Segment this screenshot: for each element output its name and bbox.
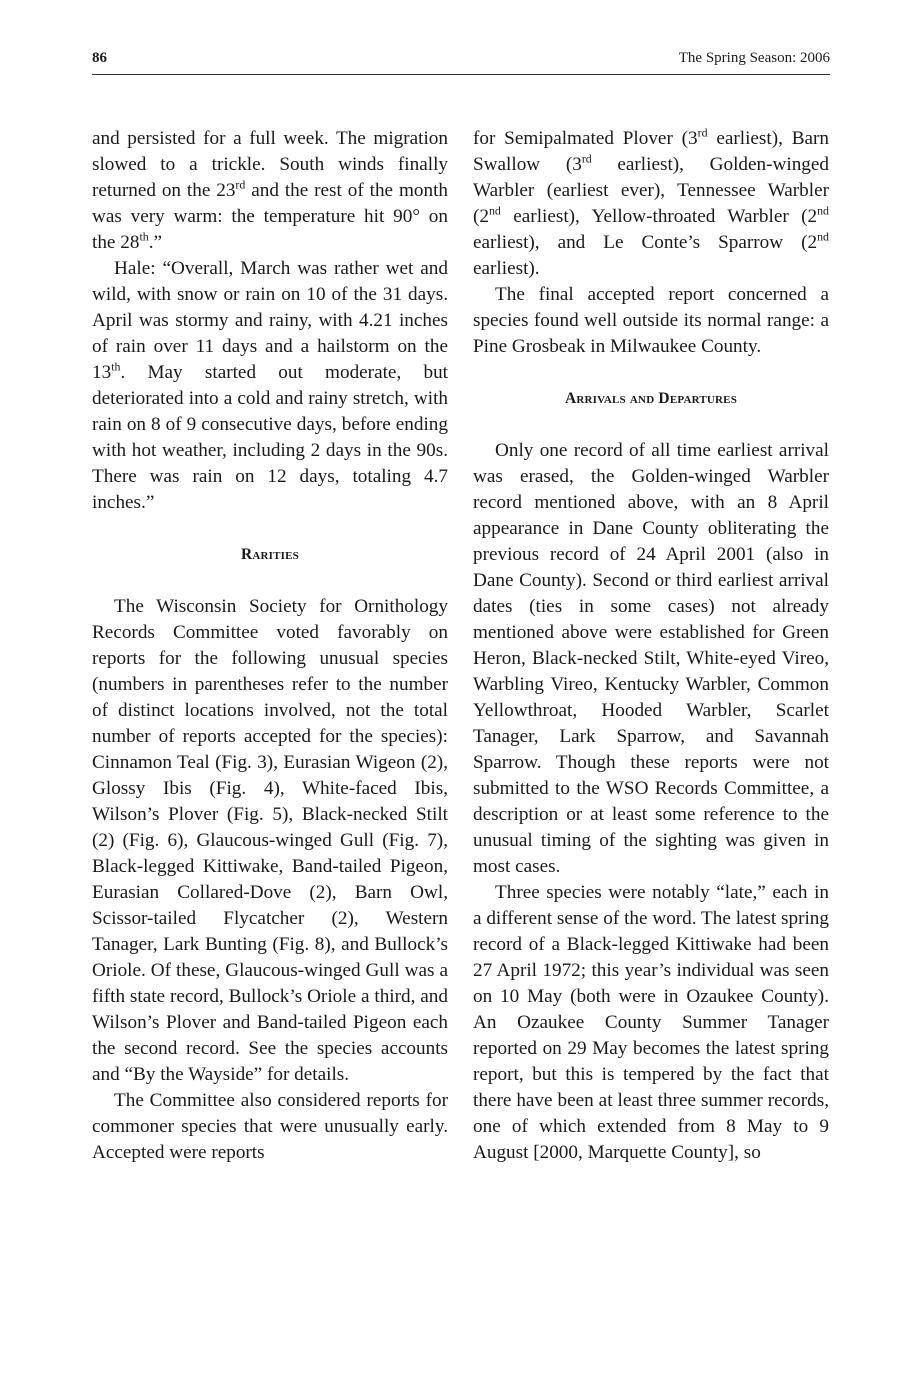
section-spacer <box>92 516 448 542</box>
page-number: 86 <box>92 50 107 66</box>
paragraph-late-species: Three species were notably “late,” each in a different sense of the word. The latest spring record of a Black-legged Kittiwake had been 27 April 1972; this year’s individual was seen on 10 May (both were in Ozaukee County). An Ozaukee County Summer Tanager reported on 29 May becomes the latest spring report, but this is tempered by the fact that there have been at least three summer records, one of which extended from 8 May to 9 August [2000, Marquette County], so <box>473 882 829 1163</box>
paragraph-pine-grosbeak: The final accepted report concerned a species found well outside its normal range: a Pine Grosbeak in Milwaukee County. <box>473 284 829 357</box>
left-column <box>92 126 448 1166</box>
heading-rarities: Rarities <box>240 546 300 563</box>
right-column <box>473 126 829 1166</box>
section-spacer <box>92 568 448 594</box>
running-title: The Spring Season: 2006 <box>678 50 830 66</box>
page-header <box>92 48 830 75</box>
paragraph-committee-early: The Committee also considered reports for commoner species that were unusually early. Accepted were reports <box>92 1090 448 1163</box>
paragraph-early-reports: for Semipalmated Plover (3rd earliest), Barn Swallow (3rd earliest), Golden-winged Warbler (earliest ever), Tennessee Warbler (2nd earliest), Yellow-throated Warbler (2nd earliest), and Le Conte’s Sparrow (2nd earliest). <box>473 125 829 279</box>
paragraph-earliest-arrivals: Only one record of all time earliest arrival was erased, the Golden-winged Warbler record mentioned above, with an 8 April appearance in Dane County obliterating the previous record of 24 April 2001 (also in Dane County). Second or third earliest arrival dates (ties in some cases) not already mentioned above were established for Green Heron, Black-necked Stilt, White-eyed Vireo, Warbling Vireo, Kentucky Warbler, Common Yellowthroat, Hooded Warbler, Scarlet Tanager, Lark Sparrow, and Savannah Sparrow. Though these reports were not submitted to the WSO Records Committee, a description or at least some reference to the unusual timing of the sighting was given in most cases. <box>473 440 829 877</box>
paragraph-rarities: The Wisconsin Society for Ornithology Records Committee voted favorably on reports for the following unusual species (numbers in parentheses refer to the number of distinct locations involved, not the total number of reports accepted for the species): Cinnamon Teal (Fig. 3), Eurasian Wigeon (2), Glossy Ibis (Fig. 4), White-faced Ibis, Wilson’s Plover (Fig. 5), Black-necked Stilt (2) (Fig. 6), Glaucous-winged Gull (Fig. 7), Black-legged Kittiwake, Band-tailed Pigeon, Eurasian Collared-Dove (2), Barn Owl, Scissor-tailed Flycatcher (2), Western Tanager, Lark Bunting (Fig. 8), and Bullock’s Oriole. Of these, Glaucous-winged Gull was a fifth state record, Bullock’s Oriole a third, and Wilson’s Plover and Band-tailed Pigeon each the second record. See the species accounts and “By the Wayside” for details. <box>92 596 448 1085</box>
paragraph-hale-report: Hale: “Overall, March was rather wet and wild, with snow or rain on 10 of the 31 days. April was stormy and rainy, with 4.21 inches of rain over 11 days and a hailstorm on the 13th. May started out moderate, but deteriorated into a cold and rainy stretch, with rain on 8 of 9 consecutive days, before ending with hot weather, including 2 days in the 90s. There was rain on 12 days, totaling 4.7 inches.” <box>92 258 448 513</box>
paragraph-weather-continued: and persisted for a full week. The migration slowed to a trickle. South winds finally returned on the 23rd and the rest of the month was very warm: the temperature hit 90° on the 28th.” <box>92 128 448 253</box>
section-spacer <box>473 360 829 386</box>
heading-arrivals-departures: Arrivals and Departures <box>564 390 738 407</box>
section-spacer <box>473 412 829 438</box>
